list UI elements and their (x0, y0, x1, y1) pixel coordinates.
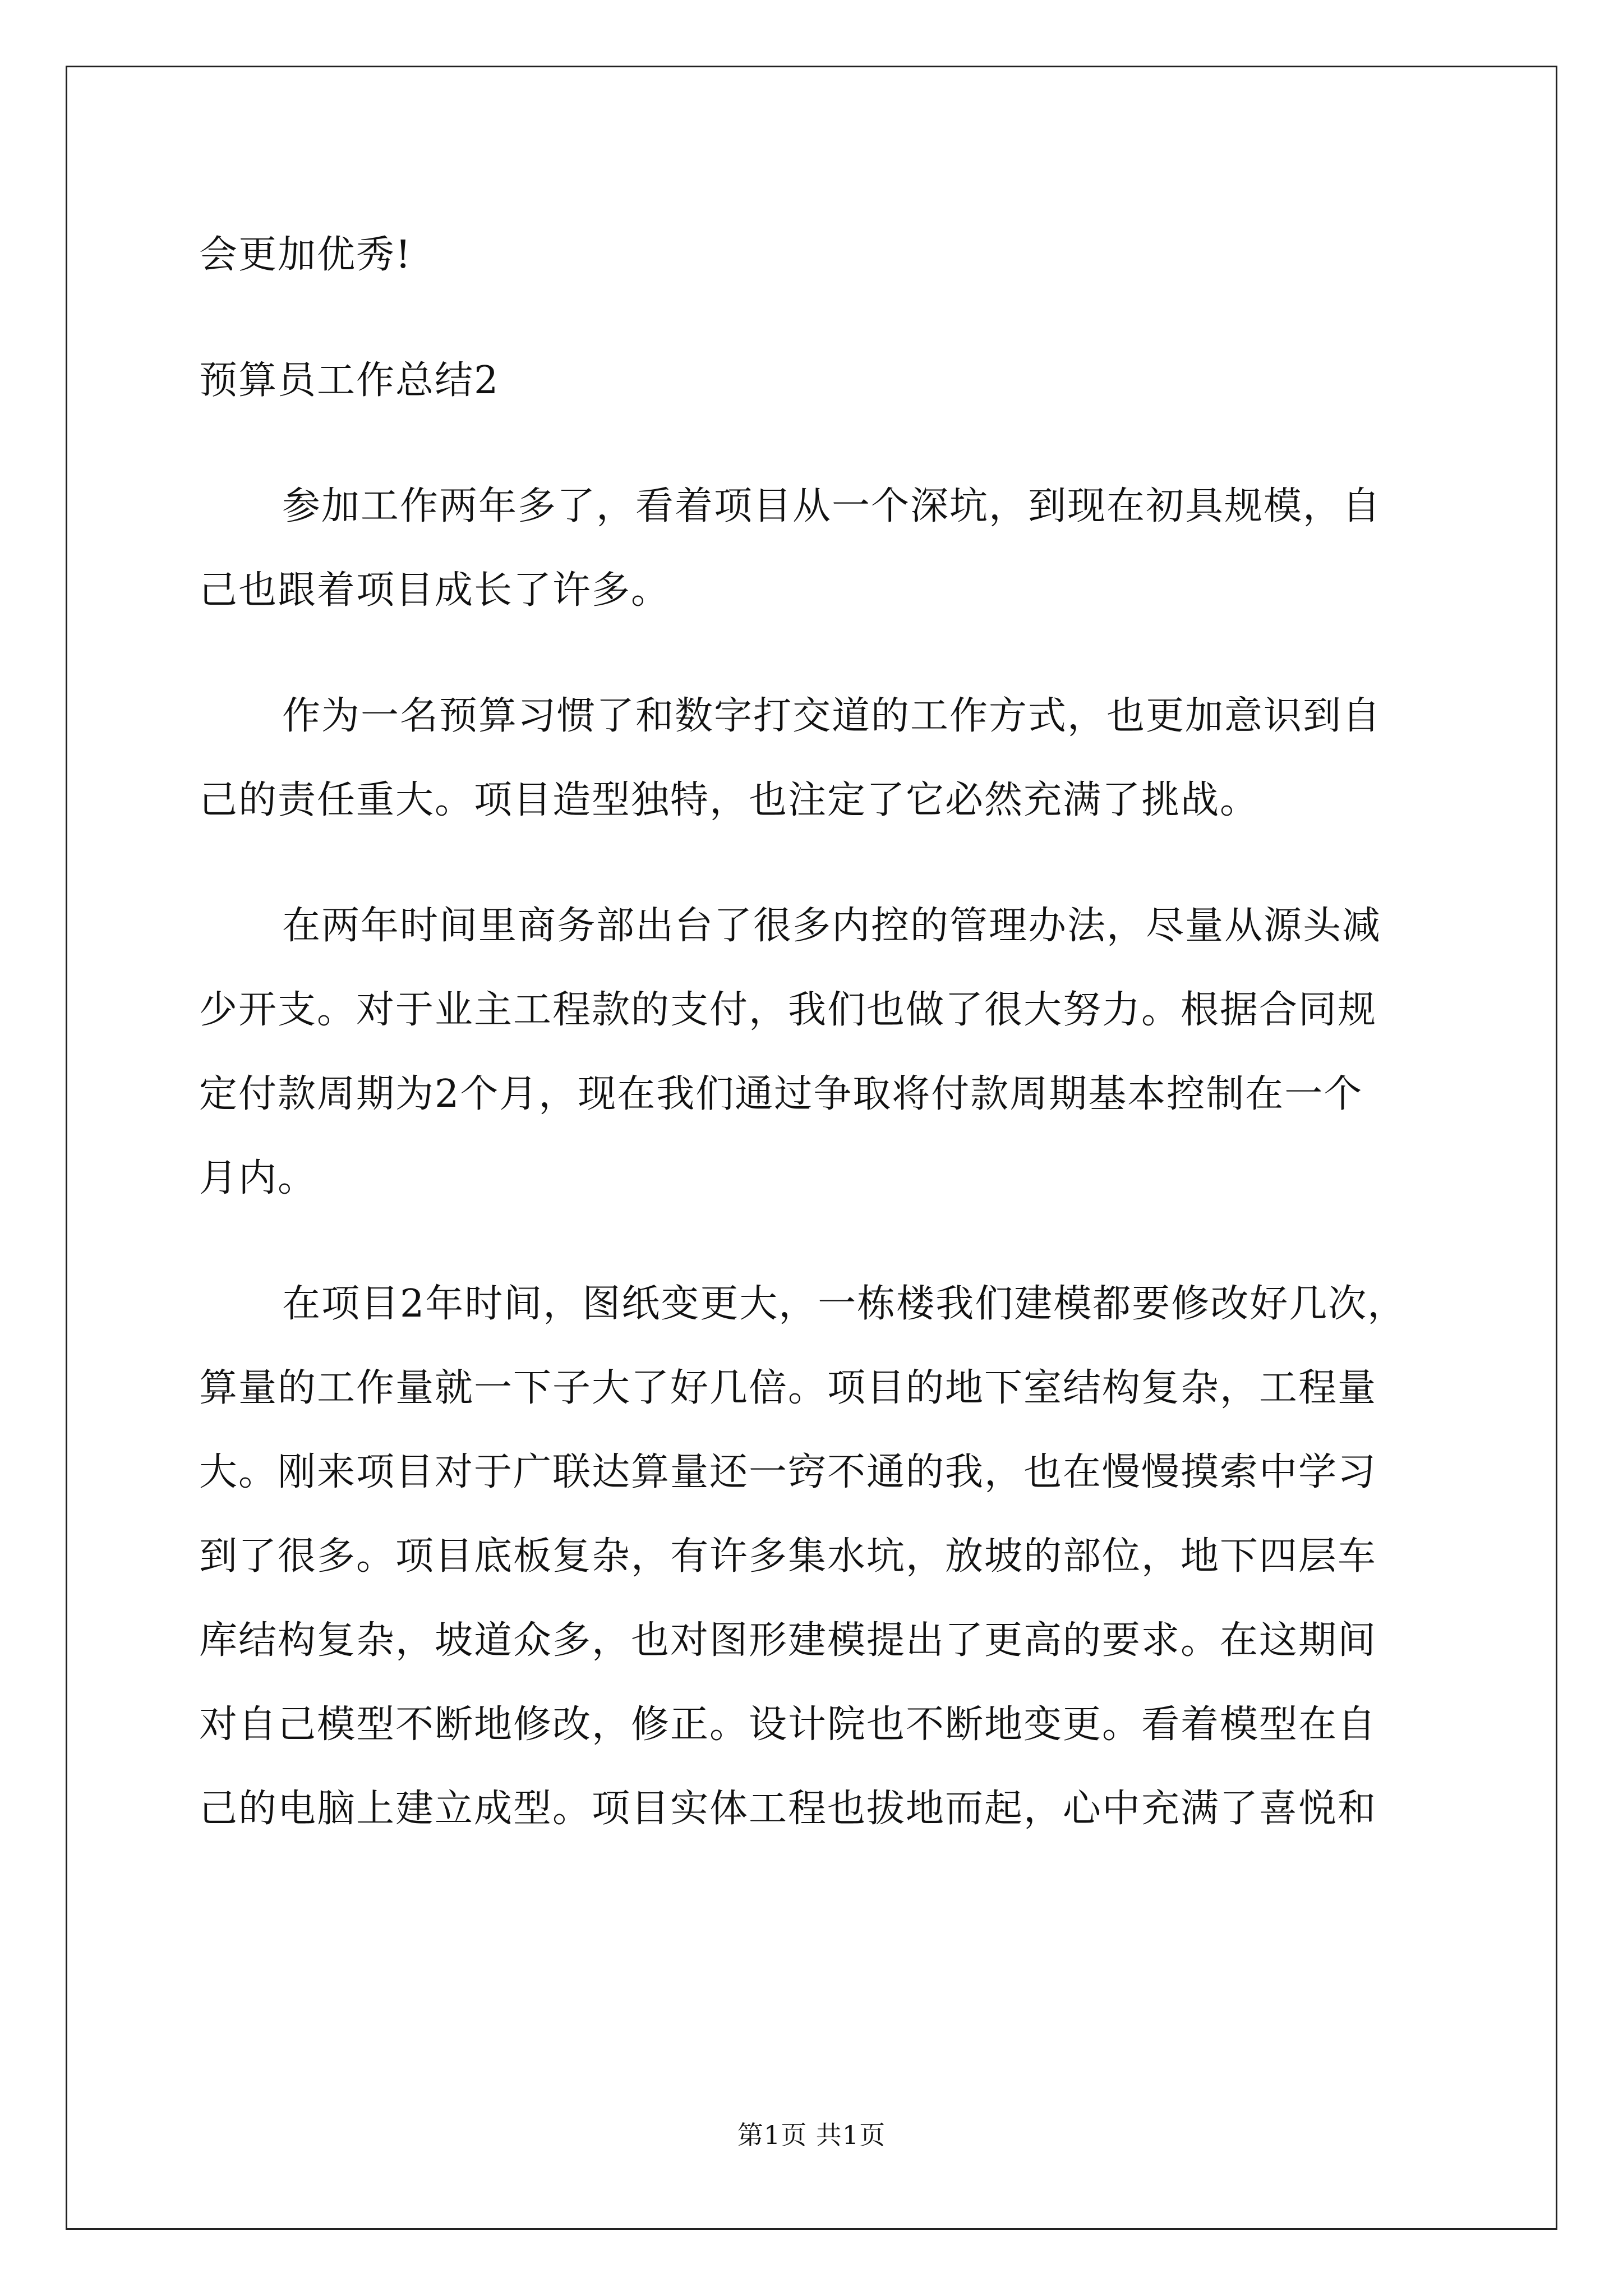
paragraph (199, 674, 1433, 843)
text-line: 库结构复杂，坡道众多，也对图形建模提出了更高的要求。在这期间 (199, 1618, 1377, 1663)
paragraph (199, 1262, 1433, 1851)
text-line: 定付款周期为2个月，现在我们通过争取将付款周期基本控制在一个 (199, 1072, 1363, 1116)
text-line: 少开支。对于业主工程款的支付，我们也做了很大努力。根据合同规 (199, 988, 1377, 1032)
text-line: 己的电脑上建立成型。项目实体工程也拔地而起，心中充满了喜悦和 (199, 1787, 1377, 1831)
text-line: 大。刚来项目对于广联达算量还一窍不通的我，也在慢慢摸索中学习 (199, 1450, 1377, 1494)
paragraph (199, 213, 1433, 297)
text-line: 在两年时间里商务部出台了很多内控的管理办法，尽量从源头减 (282, 904, 1382, 948)
text-line: 在项目2年时间，图纸变更大，一栋楼我们建模都要修改好几次， (282, 1282, 1407, 1326)
text-line: 算量的工作量就一下子大了好几倍。项目的地下室结构复杂，工程量 (199, 1366, 1377, 1410)
text-line: 己的责任重大。项目造型独特，也注定了它必然充满了挑战。 (199, 778, 1260, 822)
text-line: 对自己模型不断地修改，修正。设计院也不断地变更。看着模型在自 (199, 1703, 1377, 1747)
text-line: 到了很多。项目底板复杂，有许多集水坑，放坡的部位，地下四层车 (199, 1534, 1377, 1579)
paragraph (199, 464, 1433, 633)
text-line: 会更加优秀! (199, 233, 412, 277)
paragraph (199, 884, 1433, 1221)
paragraph-gap (199, 633, 1433, 674)
text-line: 己也跟着项目成长了许多。 (199, 568, 671, 613)
paragraph-gap (199, 1221, 1433, 1262)
text-line: 作为一名预算习惯了和数字打交道的工作方式，也更加意识到自 (282, 694, 1382, 738)
section-heading (199, 339, 1433, 423)
text-line: 月内。 (199, 1156, 317, 1200)
text-line: 预算员工作总结2 (199, 358, 500, 403)
document-body (199, 213, 1433, 1851)
paragraph-gap (199, 843, 1433, 884)
paragraph-gap (199, 423, 1433, 464)
text-line: 参加工作两年多了，看着项目从一个深坑，到现在初具规模，自 (282, 484, 1382, 528)
page-footer: 第1页 共1页 (737, 2120, 886, 2150)
paragraph-gap (199, 297, 1433, 339)
